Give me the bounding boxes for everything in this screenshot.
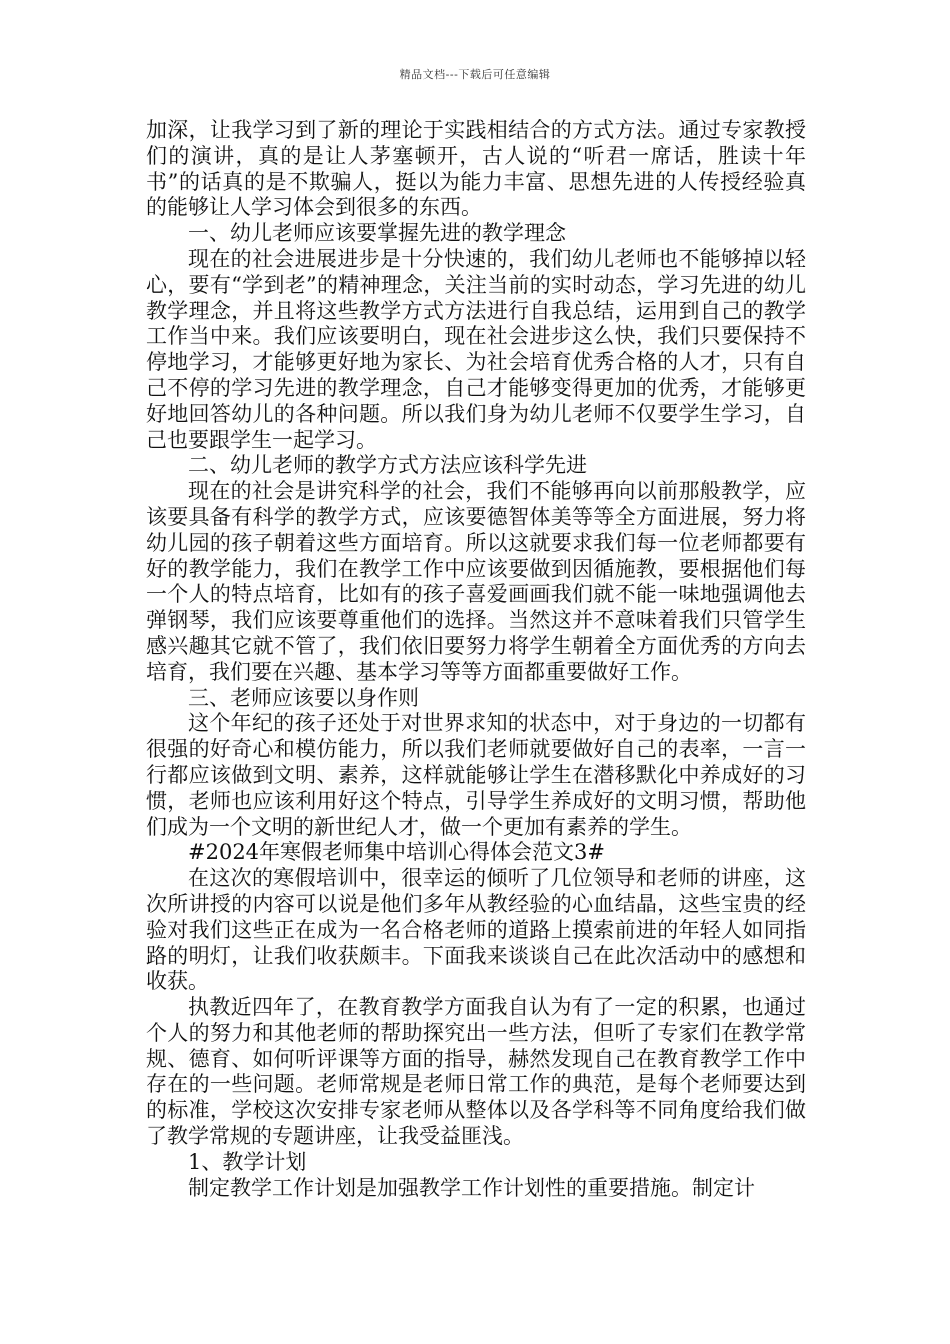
paragraph-teaching-plan: 制定教学工作计划是加强教学工作计划性的重要措施。制定计 xyxy=(188,1175,755,1200)
paragraph-intro-continuation: 加深，让我学习到了新的理论于实践相结合的方式方法。通过专家教授们的演讲，真的是让人茅塞顿开，古人说的“听君一席话，胜读十年书”的话真的是不欺骗人，挺以为能力丰富、思想先进的人传授经验真的能够让人学习体会到很多的东西。 xyxy=(146,118,806,220)
document-body xyxy=(146,118,806,1201)
paragraph-section-1: 现在的社会进展进步是十分快速的，我们幼儿老师也不能够掉以轻心，要有“学到老”的精神理念，关注当前的实时动态，学习先进的幼儿教学理念，并且将这些教学方式方法进行自我总结，运用到自己的教学工作当中来。我们应该要明白，现在社会进步这么快，我们只要保持不停地学习，才能够更好地为家长、为社会培育优秀合格的人才，只有自己不停的学习先进的教学理念，自己才能够变得更加的优秀，才能够更好地回答幼儿的各种问题。所以我们身为幼儿老师不仅要学生学习，自己也要跟学生一起学习。 xyxy=(146,246,806,452)
subsection-heading-teaching-plan: 1、教学计划 xyxy=(188,1149,307,1174)
page-header: 精品文档---下载后可任意编辑 xyxy=(399,68,551,81)
section-heading-2: 二、幼儿老师的教学方式方法应该科学先进 xyxy=(188,453,587,478)
paragraph-article-3-intro: 在这次的寒假培训中，很幸运的倾听了几位领导和老师的讲座，这次所讲授的内容可以说是他们多年从教经验的心血结晶，这些宝贵的经验对我们这些正在成为一名合格老师的道路上摸索前进的年轻人如同指路的明灯，让我们收获颇丰。下面我来谈谈自己在此次活动中的感想和收获。 xyxy=(146,866,806,994)
paragraph-article-3-body: 执教近四年了，在教育教学方面我自认为有了一定的积累，也通过个人的努力和其他老师的帮助探究出一些方法，但听了专家们在教学常规、德育、如何听评课等方面的指导，赫然发现自己在教育教学工作中存在的一些问题。老师常规是老师日常工作的典范，是每个老师要达到的标准，学校这次安排专家老师从整体以及各学科等不同角度给我们做了教学常规的专题讲座，让我受益匪浅。 xyxy=(146,995,806,1149)
section-heading-1: 一、幼儿老师应该要掌握先进的教学理念 xyxy=(188,221,566,246)
section-heading-3: 三、老师应该要以身作则 xyxy=(188,685,419,710)
paragraph-section-2: 现在的社会是讲究科学的社会，我们不能够再向以前那般教学，应该要具备有科学的教学方式，应该要德智体美等等全方面进展，努力将幼儿园的孩子朝着这些方面培育。所以这就要求我们每一位老师都要有好的教学能力，我们在教学工作中应该要做到因循施教，要根据他们每一个人的特点培育，比如有的孩子喜爱画画我们就不能一味地强调他去弹钢琴，我们应该要尊重他们的选择。当然这并不意味着我们只管学生感兴趣其它就不管了，我们依旧要努力将学生朝着全方面优秀的方向去培育，我们要在兴趣、基本学习等等方面都重要做好工作。 xyxy=(146,479,806,684)
article-title-3: #2024年寒假老师集中培训心得体会范文3# xyxy=(188,840,605,865)
paragraph-section-3: 这个年纪的孩子还处于对世界求知的状态中，对于身边的一切都有很强的好奇心和模仿能力，所以我们老师就要做好自己的表率，一言一行都应该做到文明、素养，这样就能够让学生在潜移默化中养成好的习惯，老师也应该利用好这个特点，引导学生养成好的文明习惯，帮助他们成为一个文明的新世纪人才，做一个更加有素养的学生。 xyxy=(146,711,806,839)
